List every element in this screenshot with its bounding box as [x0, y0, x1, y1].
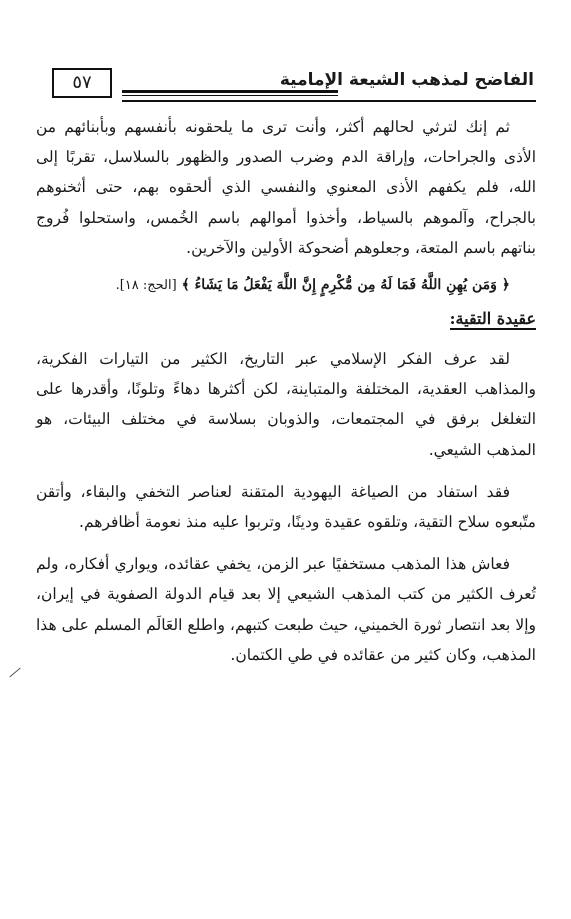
paragraph-3: فقد استفاد من الصياغة اليهودية المتقنة لعناصر التخفي والبقاء، وأتقن متّبعوه سلاح التقية، وتلقوه عقيدة ودينًا، وتربوا عليه منذ نعومة أظافرهم. — [36, 482, 536, 532]
page-number-box: ٥٧ — [52, 68, 112, 98]
page-header — [40, 62, 536, 102]
header-rule-thick — [122, 90, 338, 93]
quran-reference: [الحج: ١٨]. — [115, 278, 177, 294]
header-underline — [122, 100, 536, 102]
paragraph-2: لقد عرف الفكر الإسلامي عبر التاريخ، الكثير من التيارات الفكرية، والمذاهب العقدية، المختلفة والمتباينة، لكن أكثرها دهاءً وتلونًا، وأقدرها على التغلغل برفق في المجتمعات، والذوبان بسلاسة في مختلف البيئات، هو المذهب الشيعي. — [36, 350, 536, 459]
section-heading — [36, 304, 536, 334]
header-rule-thin — [122, 95, 338, 96]
paragraph-1: ثم إنك لترثي لحالهم أكثر، وأنت ترى ما يلحقونه بأنفسهم وبأبنائهم من الأذى والجراحات، وإراقة الدم وضرب الصدور والظهور بالسلاسل، تقربًا إلى الله، فلم يكفهم الأذى المعنوي والنفسي الذي ألحقوه بهم، حتى أثخنوهم بالجراح، وآلموهم بالسياط، وأخذوا أموالهم باسم الخُمس، واستحلوا فُروج بناتهم باسم المتعة، وجعلوهم أضحوكة الأولين والآخرين. — [36, 118, 536, 257]
quran-verse: ﴿ وَمَن يُهِنِ اللَّهُ فَمَا لَهُ مِن مُّكْرِمٍ إِنَّ اللَّهَ يَفْعَلُ مَا يَشَاءُ ﴾ — [181, 277, 510, 294]
section-heading-text: عقيدة التقية: — [449, 309, 536, 329]
running-title: الفاضح لمذهب الشيعة الإمامية — [279, 70, 534, 90]
quran-verse-line — [36, 269, 536, 302]
paragraph-4: فعاش هذا المذهب مستخفيًا عبر الزمن، يخفي عقائده، ويواري أفكاره، ولم تُعرف الكثير من كتب المذهب الشيعي إلا بعد قيام الدولة الصفوية في إيران، وإلا بعد انتصار ثورة الخميني، حيث طبعت كتبهم، واطلع العَالَم المسلم على هذا المذهب، وكان كثير من عقائده في طي الكتمان. — [36, 555, 536, 664]
page-body — [36, 112, 536, 670]
margin-pencil-mark — [9, 668, 20, 678]
